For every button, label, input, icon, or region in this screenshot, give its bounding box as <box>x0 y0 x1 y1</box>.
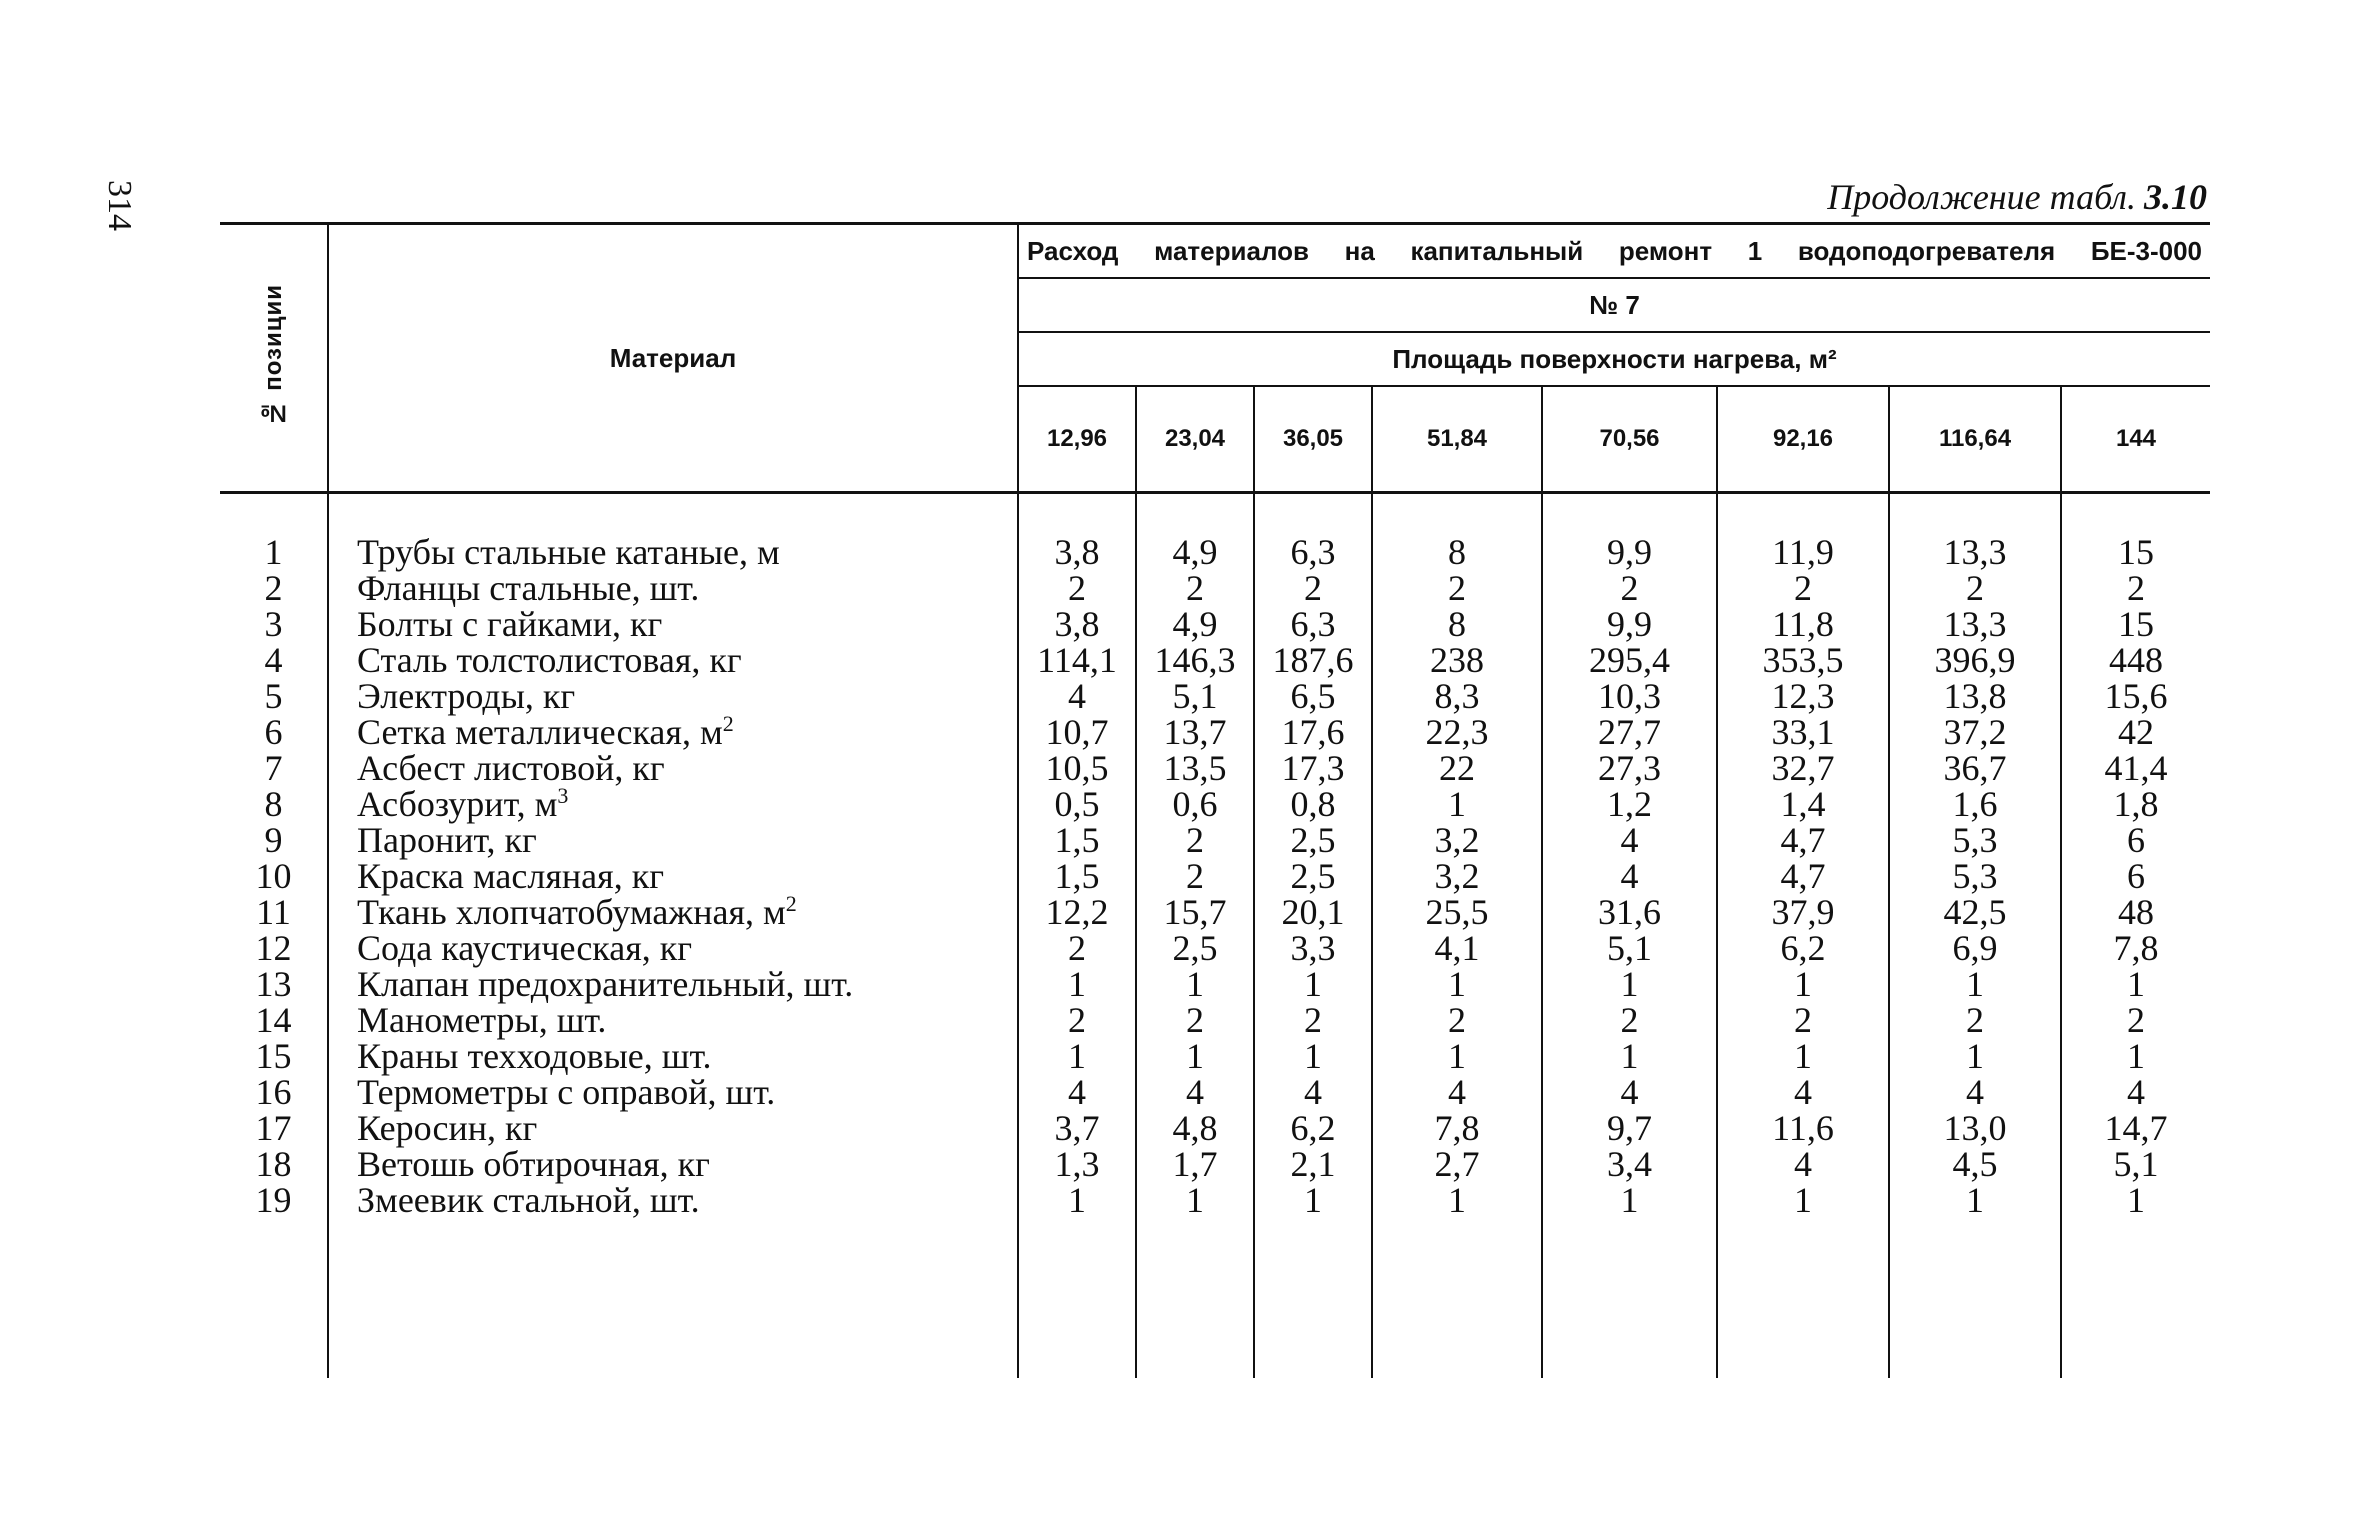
value-cell: 4 <box>1018 678 1136 714</box>
caption-text: Продолжение табл. <box>1827 177 2136 217</box>
material-cell: Асбест листовой, кг <box>328 750 1018 786</box>
value-cell: 1 <box>1717 1182 1889 1218</box>
value-cell: 1 <box>1542 966 1717 1002</box>
value-cell: 4 <box>1717 1074 1889 1110</box>
value-cell: 0,8 <box>1254 786 1372 822</box>
value-cell: 1 <box>1372 786 1542 822</box>
value-cell: 13,3 <box>1889 534 2061 570</box>
value-cell: 42,5 <box>1889 894 2061 930</box>
value-cell: 146,3 <box>1136 642 1254 678</box>
table-row <box>220 534 2210 570</box>
value-cell: 114,1 <box>1018 642 1136 678</box>
table-row <box>220 786 2210 822</box>
value-cell: 4,7 <box>1717 822 1889 858</box>
table-row <box>220 678 2210 714</box>
value-cell: 22,3 <box>1372 714 1542 750</box>
value-cell: 36,7 <box>1889 750 2061 786</box>
value-cell: 25,5 <box>1372 894 1542 930</box>
value-cell: 2 <box>1136 822 1254 858</box>
value-cell: 2 <box>1372 1002 1542 1038</box>
value-cell: 6 <box>2127 820 2145 860</box>
value-cell: 5,1 <box>1136 678 1254 714</box>
value-cell: 1 <box>2127 964 2145 1004</box>
material-column-header: Материал <box>328 224 1018 493</box>
value-cell: 11,9 <box>1717 534 1889 570</box>
value-cell: 13,5 <box>1136 750 1254 786</box>
value-cell: 1 <box>1254 966 1372 1002</box>
table-row <box>220 570 2210 606</box>
value-cell: 3,3 <box>1254 930 1372 966</box>
variant-header: № 7 <box>1018 278 2210 332</box>
value-cell: 9,7 <box>1542 1110 1717 1146</box>
value-cell: 6,3 <box>1254 534 1372 570</box>
value-cell: 4 <box>1254 1074 1372 1110</box>
value-cell: 4 <box>1542 822 1717 858</box>
value-cell: 15 <box>2118 604 2154 644</box>
value-cell: 12,2 <box>1018 894 1136 930</box>
value-cell: 1 <box>1136 966 1254 1002</box>
value-cell: 13,0 <box>1889 1110 2061 1146</box>
value-cell: 2,5 <box>1254 858 1372 894</box>
consumption-header: Расход материалов на капитальный ремонт 1 водоподогревателя БЕ-3-000 <box>1018 224 2210 279</box>
value-cell: 2 <box>1018 1002 1136 1038</box>
value-cell: 1 <box>1372 1182 1542 1218</box>
value-cell: 10,5 <box>1018 750 1136 786</box>
value-cell: 1 <box>1372 1038 1542 1074</box>
position-cell: 16 <box>220 1074 328 1110</box>
value-cell: 3,8 <box>1018 606 1136 642</box>
value-cell: 3,7 <box>1018 1110 1136 1146</box>
value-cell: 1 <box>1018 1038 1136 1074</box>
area-header-cell: 51,84 <box>1372 386 1542 493</box>
value-cell: 2 <box>1254 570 1372 606</box>
value-cell: 1 <box>2127 1180 2145 1220</box>
value-cell: 1 <box>2127 1036 2145 1076</box>
value-cell: 48 <box>2118 892 2154 932</box>
value-cell: 2,7 <box>1372 1146 1542 1182</box>
value-cell: 4 <box>1889 1074 2061 1110</box>
table-row <box>220 1146 2210 1182</box>
value-cell: 4 <box>1372 1074 1542 1110</box>
value-cell: 1 <box>1372 966 1542 1002</box>
value-cell: 295,4 <box>1542 642 1717 678</box>
value-cell: 6,2 <box>1254 1110 1372 1146</box>
value-cell: 37,9 <box>1717 894 1889 930</box>
value-cell: 187,6 <box>1254 642 1372 678</box>
value-cell: 9,9 <box>1542 606 1717 642</box>
value-cell: 8 <box>1372 534 1542 570</box>
value-cell: 2,5 <box>1136 930 1254 966</box>
value-cell: 1 <box>1717 966 1889 1002</box>
value-cell: 4,9 <box>1136 534 1254 570</box>
table-row <box>220 606 2210 642</box>
position-cell: 15 <box>220 1038 328 1074</box>
material-cell: Ветошь обтирочная, кг <box>328 1146 1018 1182</box>
material-cell: Фланцы стальные, шт. <box>328 570 1018 606</box>
position-cell: 6 <box>220 714 328 750</box>
table-body <box>220 493 2210 1379</box>
value-cell: 2 <box>1717 1002 1889 1038</box>
value-cell: 27,3 <box>1542 750 1717 786</box>
value-cell: 13,8 <box>1889 678 2061 714</box>
value-cell: 15 <box>2118 532 2154 572</box>
value-cell: 2,5 <box>1254 822 1372 858</box>
value-cell: 11,6 <box>1717 1110 1889 1146</box>
value-cell: 5,3 <box>1889 858 2061 894</box>
value-cell: 5,1 <box>1542 930 1717 966</box>
value-cell: 0,6 <box>1136 786 1254 822</box>
value-cell: 1,8 <box>2113 784 2159 824</box>
position-cell: 8 <box>220 786 328 822</box>
value-cell: 1,4 <box>1717 786 1889 822</box>
value-cell: 1 <box>1254 1182 1372 1218</box>
value-cell: 2 <box>1717 570 1889 606</box>
position-cell: 5 <box>220 678 328 714</box>
table-row <box>220 858 2210 894</box>
value-cell: 8,3 <box>1372 678 1542 714</box>
material-cell: Сталь толстолистовая, кг <box>328 642 1018 678</box>
table-row <box>220 1110 2210 1146</box>
value-cell: 27,7 <box>1542 714 1717 750</box>
value-cell: 7,8 <box>2113 928 2159 968</box>
value-cell: 2 <box>1136 570 1254 606</box>
material-cell: Змеевик стальной, шт. <box>328 1182 1018 1218</box>
value-cell: 1,5 <box>1018 822 1136 858</box>
table-row <box>220 1074 2210 1110</box>
value-cell: 8 <box>1372 606 1542 642</box>
value-cell: 1 <box>1018 1182 1136 1218</box>
value-cell: 0,5 <box>1018 786 1136 822</box>
value-cell: 11,8 <box>1717 606 1889 642</box>
value-cell: 17,6 <box>1254 714 1372 750</box>
position-cell: 17 <box>220 1110 328 1146</box>
area-header-cell: 92,16 <box>1717 386 1889 493</box>
value-cell: 2 <box>1542 1002 1717 1038</box>
table-row <box>220 966 2210 1002</box>
value-cell: 13,3 <box>1889 606 2061 642</box>
material-cell: Электроды, кг <box>328 678 1018 714</box>
value-cell: 6,5 <box>1254 678 1372 714</box>
value-cell: 6,3 <box>1254 606 1372 642</box>
material-cell: Краска масляная, кг <box>328 858 1018 894</box>
value-cell: 4 <box>1542 858 1717 894</box>
value-cell: 1,7 <box>1136 1146 1254 1182</box>
position-cell: 12 <box>220 930 328 966</box>
table-row <box>220 750 2210 786</box>
value-cell: 2 <box>1889 1002 2061 1038</box>
value-cell: 6,2 <box>1717 930 1889 966</box>
value-cell: 42 <box>2118 712 2154 752</box>
value-cell: 22 <box>1372 750 1542 786</box>
area-header-cell: 12,96 <box>1018 386 1136 493</box>
position-header-label: № позиции <box>259 284 287 427</box>
value-cell: 7,8 <box>1372 1110 1542 1146</box>
material-cell: Ткань хлопчатобумажная, $м^2$ <box>328 894 1018 930</box>
area-header-cell: 23,04 <box>1136 386 1254 493</box>
value-cell: 12,3 <box>1717 678 1889 714</box>
value-cell: 2 <box>2127 568 2145 608</box>
position-cell: 3 <box>220 606 328 642</box>
value-cell: 2 <box>1542 570 1717 606</box>
value-cell: 3,2 <box>1372 858 1542 894</box>
value-cell: 1,6 <box>1889 786 2061 822</box>
material-cell: Термометры с оправой, шт. <box>328 1074 1018 1110</box>
material-cell: Асбозурит, $м^3$ <box>328 786 1018 822</box>
value-cell: 396,9 <box>1889 642 2061 678</box>
material-cell: Керосин, кг <box>328 1110 1018 1146</box>
material-cell: Паронит, кг <box>328 822 1018 858</box>
value-cell: 13,7 <box>1136 714 1254 750</box>
value-cell: 1 <box>1136 1182 1254 1218</box>
value-cell: 6 <box>2127 856 2145 896</box>
value-cell: 4,9 <box>1136 606 1254 642</box>
table-row <box>220 894 2210 930</box>
position-cell: 10 <box>220 858 328 894</box>
position-cell: 7 <box>220 750 328 786</box>
value-cell: 448 <box>2109 640 2163 680</box>
value-cell: 4,5 <box>1889 1146 2061 1182</box>
value-cell: 41,4 <box>2104 748 2168 788</box>
value-cell: 32,7 <box>1717 750 1889 786</box>
value-cell: 4 <box>1542 1074 1717 1110</box>
value-cell: 1,3 <box>1018 1146 1136 1182</box>
value-cell: 2,1 <box>1254 1146 1372 1182</box>
value-cell: 10,7 <box>1018 714 1136 750</box>
value-cell: 3,8 <box>1018 534 1136 570</box>
value-cell: 4 <box>1018 1074 1136 1110</box>
position-cell: 19 <box>220 1182 328 1218</box>
value-cell: 33,1 <box>1717 714 1889 750</box>
value-cell: 1 <box>1889 1038 2061 1074</box>
area-header-cell: 144 <box>2061 386 2210 493</box>
value-cell: 1 <box>1717 1038 1889 1074</box>
table-row <box>220 1002 2210 1038</box>
value-cell: 2 <box>1136 858 1254 894</box>
value-cell: 15,6 <box>2104 676 2168 716</box>
table-row <box>220 930 2210 966</box>
table-caption <box>1827 176 2207 218</box>
value-cell: 37,2 <box>1889 714 2061 750</box>
value-cell: 2 <box>1372 570 1542 606</box>
area-header-cell: 36,05 <box>1254 386 1372 493</box>
material-cell: Краны техходовые, шт. <box>328 1038 1018 1074</box>
value-cell: 4,7 <box>1717 858 1889 894</box>
value-cell: 4 <box>1717 1146 1889 1182</box>
value-cell: 14,7 <box>2104 1108 2168 1148</box>
value-cell: 31,6 <box>1542 894 1717 930</box>
value-cell: 1 <box>1018 966 1136 1002</box>
area-header-cell: 116,64 <box>1889 386 2061 493</box>
position-cell: 4 <box>220 642 328 678</box>
value-cell: 2 <box>1136 1002 1254 1038</box>
materials-table <box>220 222 2210 1378</box>
value-cell: 1 <box>1889 1182 2061 1218</box>
value-cell: 1,2 <box>1542 786 1717 822</box>
material-cell: Болты с гайками, кг <box>328 606 1018 642</box>
value-cell: 1 <box>1889 966 2061 1002</box>
value-cell: 4 <box>2127 1072 2145 1112</box>
table-row <box>220 642 2210 678</box>
value-cell: 1 <box>1542 1182 1717 1218</box>
value-cell: 2 <box>1254 1002 1372 1038</box>
position-cell: 18 <box>220 1146 328 1182</box>
value-cell: 2 <box>1889 570 2061 606</box>
value-cell: 1 <box>1542 1038 1717 1074</box>
value-cell: 1 <box>1254 1038 1372 1074</box>
value-cell: 3,2 <box>1372 822 1542 858</box>
value-cell: 1,5 <box>1018 858 1136 894</box>
position-column-header <box>220 224 328 493</box>
value-cell: 4,8 <box>1136 1110 1254 1146</box>
value-cell: 5,3 <box>1889 822 2061 858</box>
value-cell: 353,5 <box>1717 642 1889 678</box>
table-row <box>220 1038 2210 1074</box>
area-group-header: Площадь поверхности нагрева, м² <box>1018 332 2210 386</box>
table-header <box>220 224 2210 493</box>
value-cell: 2 <box>2127 1000 2145 1040</box>
page-number: 314 <box>101 180 138 231</box>
position-cell: 14 <box>220 1002 328 1038</box>
value-cell: 10,3 <box>1542 678 1717 714</box>
position-cell: 1 <box>220 534 328 570</box>
table-row <box>220 1182 2210 1218</box>
material-cell: Клапан предохранительный, шт. <box>328 966 1018 1002</box>
value-cell: 2 <box>1018 930 1136 966</box>
value-cell: 5,1 <box>2113 1144 2159 1184</box>
area-header-cell: 70,56 <box>1542 386 1717 493</box>
position-cell: 11 <box>220 894 328 930</box>
value-cell: 4 <box>1136 1074 1254 1110</box>
position-cell: 13 <box>220 966 328 1002</box>
value-cell: 17,3 <box>1254 750 1372 786</box>
value-cell: 6,9 <box>1889 930 2061 966</box>
value-cell: 2 <box>1018 570 1136 606</box>
value-cell: 9,9 <box>1542 534 1717 570</box>
value-cell: 3,4 <box>1542 1146 1717 1182</box>
value-cell: 1 <box>1136 1038 1254 1074</box>
value-cell: 20,1 <box>1254 894 1372 930</box>
caption-table-number: 3.10 <box>2144 177 2207 217</box>
material-cell: Трубы стальные катаные, м <box>328 534 1018 570</box>
material-cell: Сода каустическая, кг <box>328 930 1018 966</box>
value-cell: 4,1 <box>1372 930 1542 966</box>
material-cell: Сетка металлическая, $м^2$ <box>328 714 1018 750</box>
value-cell: 15,7 <box>1136 894 1254 930</box>
value-cell: 238 <box>1372 642 1542 678</box>
position-cell: 9 <box>220 822 328 858</box>
material-cell: Манометры, шт. <box>328 1002 1018 1038</box>
table-row <box>220 822 2210 858</box>
table-row <box>220 714 2210 750</box>
position-cell: 2 <box>220 570 328 606</box>
